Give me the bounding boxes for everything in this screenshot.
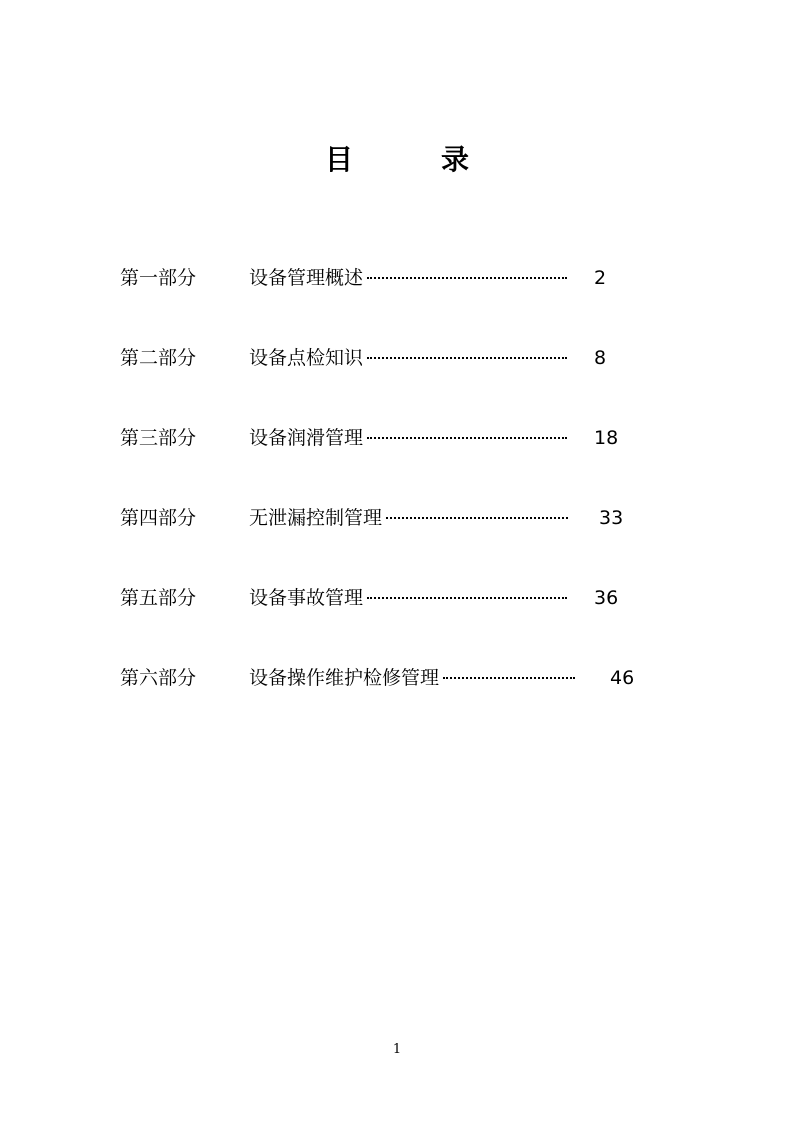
toc-part-label: 第六部分 [120, 667, 197, 689]
toc-page-number: 18 [594, 427, 619, 449]
toc-row-4 [0, 503, 794, 533]
title-char-mu: 目 [325, 143, 354, 176]
toc-entry [249, 423, 571, 453]
toc-title: 设备操作维护检修管理 [249, 667, 440, 689]
toc-page-number: 46 [610, 667, 635, 689]
toc-part-label: 第三部分 [120, 427, 197, 449]
toc-page-number: 33 [599, 507, 624, 529]
toc-title: 设备事故管理 [249, 587, 364, 609]
toc-entry [249, 263, 571, 293]
toc-row-2 [0, 343, 794, 373]
toc-leader-dots [443, 677, 575, 679]
toc-row-5 [0, 583, 794, 613]
page-title [0, 140, 794, 180]
toc-part-label: 第五部分 [120, 587, 197, 609]
footer-page-number: 1 [392, 1042, 402, 1057]
toc-leader-dots [367, 277, 567, 279]
toc-entry [249, 343, 571, 373]
toc-leader-dots [386, 517, 568, 519]
toc-leader-dots [367, 357, 567, 359]
toc-row-6 [0, 663, 794, 693]
toc-leader-dots [367, 437, 567, 439]
toc-part-label: 第二部分 [120, 347, 197, 369]
toc-leader-dots [367, 597, 567, 599]
toc-title: 设备润滑管理 [249, 427, 364, 449]
toc-entry [249, 663, 579, 693]
toc-part-label: 第四部分 [120, 507, 197, 529]
toc-title: 设备管理概述 [249, 267, 364, 289]
toc-title: 设备点检知识 [249, 347, 364, 369]
toc-row-1 [0, 263, 794, 293]
toc-page-number: 36 [594, 587, 619, 609]
toc-title: 无泄漏控制管理 [249, 507, 383, 529]
toc-page-number: 2 [594, 267, 607, 289]
toc-part-label: 第一部分 [120, 267, 197, 289]
toc-entry [249, 503, 572, 533]
toc-page-number: 8 [594, 347, 607, 369]
toc-entry [249, 583, 571, 613]
toc-row-3 [0, 423, 794, 453]
title-char-lu: 录 [441, 143, 470, 176]
